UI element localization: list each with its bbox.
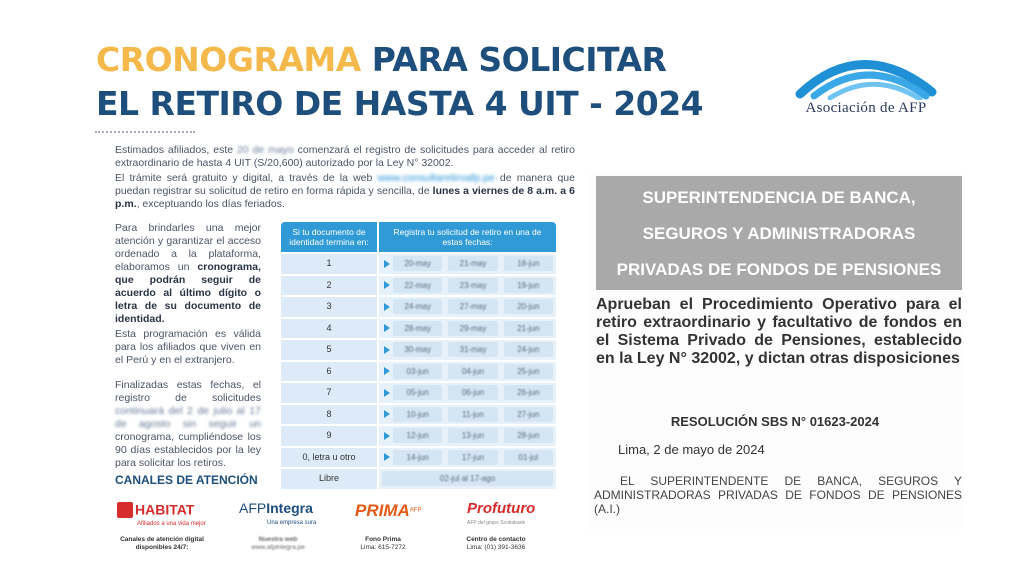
- dates-cell: [379, 426, 556, 446]
- id-cell: 5: [281, 340, 377, 360]
- date-value: 10-jun: [406, 409, 429, 419]
- date-box: [393, 364, 442, 379]
- date-box: [504, 342, 553, 357]
- date-box: [393, 256, 442, 271]
- table-row: [281, 405, 556, 425]
- profuturo-logo: [467, 502, 535, 530]
- schedule-table: [281, 222, 556, 489]
- date-value: 01-jul: [518, 452, 539, 462]
- dates-cell: [379, 276, 556, 296]
- dates-cell: [379, 297, 556, 317]
- date-value: 04-jun: [461, 366, 485, 376]
- side-paragraph-1: [115, 222, 261, 326]
- integra-name: Integra: [266, 500, 313, 516]
- integra-tagline: Una empresa sura: [267, 520, 317, 526]
- side-text-blurred: continuará del 2 de julio al 17 de agosto sin seguir un: [115, 405, 261, 430]
- date-box: [504, 428, 553, 443]
- web-link[interactable]: www.consultaretiroafp.pe: [377, 172, 495, 184]
- dates-cell: [379, 254, 556, 274]
- habitat-icon: [117, 502, 133, 518]
- date-box: [504, 321, 553, 336]
- side-paragraph-2: Esta programación es válida para los afiliados que viven en el Perú y en el extranjero.: [115, 328, 261, 366]
- arrow-right-icon: [384, 453, 390, 461]
- date-value: 13-jun: [461, 431, 485, 441]
- date-value: 21-jun: [517, 323, 540, 333]
- table-row: [281, 297, 556, 317]
- id-cell: 0, letra u otro: [281, 448, 377, 468]
- resolution-number: RESOLUCIÓN SBS N° 01623-2024: [670, 414, 880, 429]
- arrow-right-icon: [384, 281, 390, 289]
- intro-text-b: comenzará el registro de solicitudes para acceder al retiro extraordinario de hasta 4 UIT (S/20,600) autorizado por la Ley N° 32002.: [115, 144, 575, 169]
- date-value: 27-may: [459, 302, 487, 312]
- date-value: 31-may: [459, 345, 487, 355]
- date-value: 12-jun: [406, 431, 429, 441]
- resolution-body: EL SUPERINTENDENTE DE BANCA, SEGUROS Y ADMINISTRADORAS PRIVADAS DE FONDOS DE PENSIONES (A.I.): [594, 474, 962, 516]
- date-box: [504, 385, 553, 400]
- contact-value: Lima: 615-7272: [360, 544, 406, 551]
- intro-text-a: Estimados afiliados, este: [115, 144, 237, 156]
- arrow-right-icon: [384, 389, 390, 397]
- side-text-bold: cronograma, que podrán seguir de acuerdo al último dígito o letra de su documento de identidad.: [115, 261, 261, 325]
- date-value: 21-may: [459, 259, 487, 269]
- date-box: [448, 450, 497, 465]
- arrow-right-icon: [384, 410, 390, 418]
- date-value: 20-jun: [517, 302, 540, 312]
- contact-profuturo: [451, 536, 541, 552]
- dates-cell: [379, 362, 556, 382]
- contact-title: Canales de atención digital disponibles 24/7:: [120, 536, 204, 551]
- table-row: [281, 276, 556, 296]
- side-text-s3a: Finalizadas estas fechas, el registro de solicitudes: [115, 379, 261, 404]
- title-line1-rest: PARA SOLICITAR: [360, 40, 667, 79]
- id-cell: 8: [281, 405, 377, 425]
- date-box: [504, 299, 553, 314]
- dates-cell: [379, 383, 556, 403]
- date-box: [393, 342, 442, 357]
- contact-title: Nuestra web: [258, 536, 298, 543]
- prima-name: PRIMA: [355, 501, 410, 520]
- procedure-hours: lunes a viernes de 8 a.m. a 6 p.m.: [115, 185, 576, 210]
- table-row: [281, 448, 556, 468]
- title-highlight: CRONOGRAMA: [96, 40, 361, 79]
- date-value: 27-jun: [517, 409, 540, 419]
- date-box: [504, 364, 553, 379]
- date-value: 05-jun: [406, 388, 429, 398]
- free-label: Libre: [281, 469, 377, 489]
- banner-line-3: PRIVADAS DE FONDOS DE PENSIONES: [616, 260, 942, 279]
- date-value: 06-jun: [461, 388, 485, 398]
- resolution-heading: Aprueban el Procedimiento Operativo para el retiro extraordinario y facultativo de fondos en el Sistema Privado de Pensiones, establecido en la Ley N° 32002, y dictan otras disposiciones: [596, 296, 962, 367]
- integra-name-wrap: [239, 500, 313, 516]
- dates-cell: [379, 448, 556, 468]
- date-box: [393, 299, 442, 314]
- divider: [95, 131, 195, 133]
- prima-logo: [355, 501, 422, 520]
- date-box: [393, 450, 442, 465]
- contact-prima: [343, 536, 423, 552]
- procedure-text-b: de manera que puedan registrar su solicitud de retiro en forma rápida y sencilla, de: [115, 172, 575, 197]
- paragraph-intro: [115, 144, 575, 170]
- arrow-right-icon: [384, 432, 390, 440]
- integra-prefix: AFP: [239, 500, 267, 516]
- table-row: [281, 340, 556, 360]
- contact-title: Fono Prima: [365, 536, 401, 543]
- free-dates: 02-jul al 17-ago: [439, 474, 496, 484]
- table-row: [281, 362, 556, 382]
- canales-title: CANALES DE ATENCIÓN: [115, 473, 258, 487]
- page-title: [96, 40, 703, 124]
- prima-sup: AFP: [409, 507, 422, 514]
- date-value: 23-may: [459, 280, 487, 290]
- side-text: [115, 222, 261, 470]
- date-value: 24-jun: [517, 345, 540, 355]
- date-box: [504, 278, 553, 293]
- logo-text: Asociación de AFP: [805, 100, 927, 116]
- procedure-text-a: El trámite será gratuito y digital, a través de la web: [115, 172, 378, 184]
- date-box: [393, 278, 442, 293]
- date-box: [448, 299, 497, 314]
- brands-row: [107, 502, 577, 572]
- id-cell: 7: [281, 383, 377, 403]
- arrow-right-icon: [384, 346, 390, 354]
- procedure-text-c: , exceptuando los días feriados.: [136, 198, 285, 210]
- intro-blurred-date: 20 de mayo: [236, 144, 294, 156]
- free-dates-box: [382, 471, 553, 486]
- contact-title: Centro de contacto: [466, 536, 526, 543]
- profuturo-tagline: AFP del grupo Scotiabank: [467, 520, 526, 526]
- banner-line-1: SUPERINTENDENCIA DE BANCA,: [642, 188, 916, 207]
- date-box: [448, 385, 497, 400]
- date-value: 25-jun: [517, 366, 540, 376]
- side-text-a: Para brindarles una mejor atención y garantizar el acceso ordenado a la plataforma, elaboramos un: [115, 222, 261, 273]
- free-dates-cell: [379, 469, 556, 489]
- id-cell: 3: [281, 297, 377, 317]
- date-value: 30-may: [404, 345, 431, 355]
- date-box: [504, 407, 553, 422]
- dates-cell: [379, 319, 556, 339]
- header-dates-column: Registra tu solicitud de retiro en una de estas fechas:: [379, 222, 556, 252]
- arrow-right-icon: [384, 367, 390, 375]
- table-row: [281, 254, 556, 274]
- date-box: [448, 256, 497, 271]
- banner-line-2: SEGUROS Y ADMINISTRADORAS: [642, 224, 916, 243]
- arrow-right-icon: [384, 260, 390, 268]
- side-paragraph-3: [115, 379, 261, 470]
- date-value: 29-may: [459, 323, 487, 333]
- date-box: [448, 321, 497, 336]
- logo-arcs-icon: [792, 44, 940, 100]
- habitat-name: HABITAT: [135, 501, 195, 518]
- date-box: [448, 407, 497, 422]
- contact-value: www.afpintegra.pe: [251, 544, 305, 551]
- date-value: 26-jun: [517, 388, 540, 398]
- date-box: [448, 364, 497, 379]
- date-box: [393, 385, 442, 400]
- contact-value: Lima: (01) 391-3636: [466, 544, 526, 551]
- table-row-free: [281, 469, 556, 489]
- id-cell: 9: [281, 426, 377, 446]
- dates-cell: [379, 405, 556, 425]
- id-cell: 6: [281, 362, 377, 382]
- date-value: 18-jun: [517, 259, 540, 269]
- date-box: [448, 278, 497, 293]
- id-cell: 2: [281, 276, 377, 296]
- date-box: [393, 428, 442, 443]
- table-row: [281, 383, 556, 403]
- resolution-date: Lima, 2 de mayo de 2024: [618, 442, 765, 457]
- habitat-logo: [117, 502, 206, 531]
- date-value: 17-jun: [461, 452, 485, 462]
- side-text-s3b: cronograma, cumpliéndose los 90 días establecidos por la ley para solicitar los retiros.: [115, 431, 261, 469]
- integra-logo: [239, 502, 316, 530]
- date-value: 22-may: [404, 280, 431, 290]
- date-value: 19-jun: [517, 280, 540, 290]
- table-row: [281, 319, 556, 339]
- announcement-document: [95, 124, 585, 576]
- date-box: [504, 256, 553, 271]
- date-box: [504, 450, 553, 465]
- asociacion-afp-logo: [786, 44, 946, 124]
- table-body: [281, 254, 556, 467]
- date-value: 28-may: [404, 323, 431, 333]
- date-value: 03-jun: [406, 366, 429, 376]
- title-line2: EL RETIRO DE HASTA 4 UIT - 2024: [96, 84, 704, 123]
- date-box: [393, 321, 442, 336]
- date-value: 20-may: [404, 259, 431, 269]
- date-value: 24-may: [404, 302, 431, 312]
- arrow-right-icon: [384, 324, 390, 332]
- id-cell: 4: [281, 319, 377, 339]
- contact-habitat: [107, 536, 217, 552]
- sbs-resolution: [586, 174, 964, 529]
- dates-cell: [379, 340, 556, 360]
- date-box: [448, 342, 497, 357]
- id-cell: 1: [281, 254, 377, 274]
- table-header: [281, 222, 556, 252]
- date-value: 28-jun: [517, 431, 540, 441]
- paragraph-procedure: [115, 172, 575, 211]
- contact-integra: [233, 536, 323, 552]
- sbs-banner: [596, 176, 962, 290]
- table-row: [281, 426, 556, 446]
- profuturo-name: Profuturo: [467, 500, 536, 517]
- header-id-column: Si tu documento de identidad termina en:: [281, 222, 377, 252]
- arrow-right-icon: [384, 303, 390, 311]
- date-box: [393, 407, 442, 422]
- date-box: [448, 428, 497, 443]
- date-value: 11-jun: [462, 409, 484, 419]
- habitat-tagline: Afiliados a una vida mejor: [137, 521, 206, 527]
- date-value: 14-jun: [406, 452, 429, 462]
